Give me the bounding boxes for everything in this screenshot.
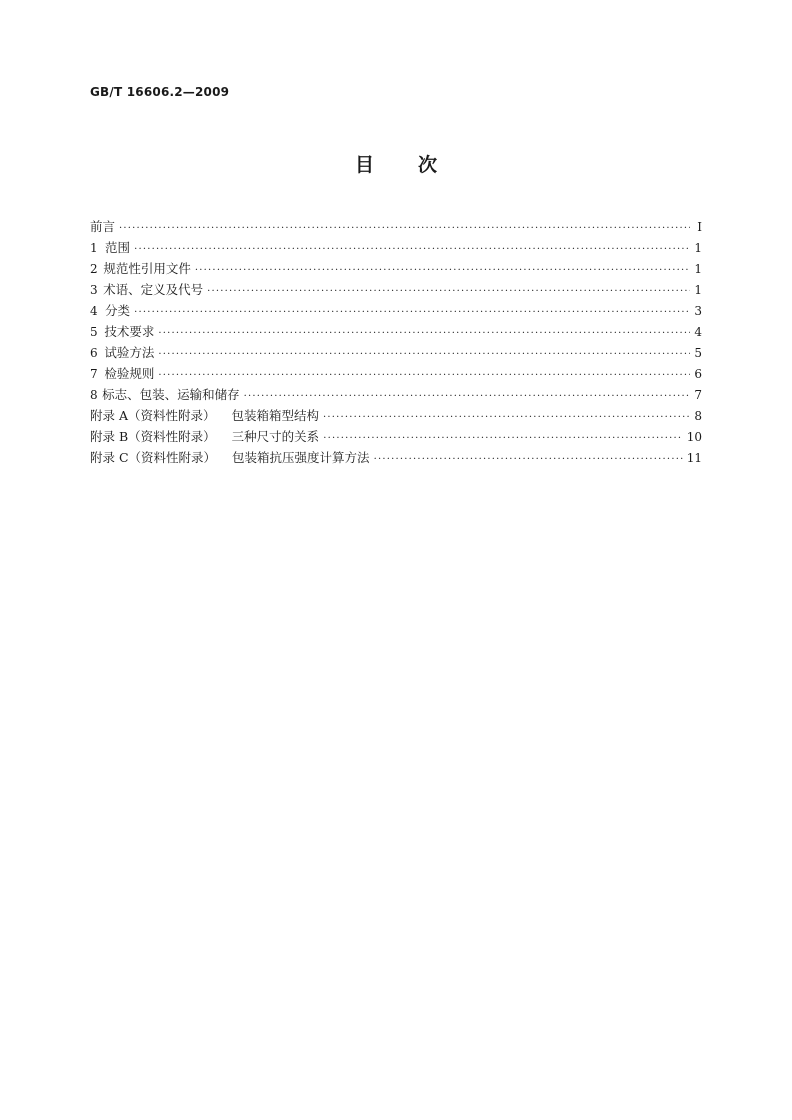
dot-leader xyxy=(134,302,690,323)
dot-leader xyxy=(119,218,690,239)
dot-leader xyxy=(244,386,690,407)
toc-entry-page: 6 xyxy=(694,367,702,381)
toc-entry-label: 试验方法 xyxy=(104,345,155,360)
appendix-prefix: 附录 B（资料性附录） xyxy=(90,429,216,444)
toc-entry-number: 3 xyxy=(90,283,98,297)
toc-entry-foreword[interactable] xyxy=(90,216,702,237)
toc-entry-6[interactable] xyxy=(90,342,702,363)
toc-entry-page: 10 xyxy=(686,430,702,444)
toc-entry-2[interactable] xyxy=(90,258,702,279)
toc-entry-number: 7 xyxy=(90,367,98,381)
toc-entry-appendix-a[interactable] xyxy=(90,405,702,426)
toc-entry-1[interactable] xyxy=(90,237,702,258)
toc-entry-page: 4 xyxy=(694,325,702,339)
appendix-prefix: 附录 C（资料性附录） xyxy=(90,450,217,465)
toc-entry-page: 5 xyxy=(694,346,702,360)
toc-entry-label: 规范性引用文件 xyxy=(103,261,191,276)
toc-entry-label: 术语、定义及代号 xyxy=(103,282,204,297)
appendix-prefix: 附录 A（资料性附录） xyxy=(90,408,216,423)
toc-entry-label: 标志、包装、运输和储存 xyxy=(102,387,240,402)
toc-entry-page: 3 xyxy=(694,304,702,318)
appendix-title: 包装箱抗压强度计算方法 xyxy=(232,450,370,465)
toc-entry-number: 6 xyxy=(90,346,98,360)
toc-entry-number: 4 xyxy=(90,304,98,318)
appendix-title: 包装箱箱型结构 xyxy=(231,408,320,423)
toc-entry-page: 1 xyxy=(694,241,702,255)
toc-entry-page: Ⅰ xyxy=(697,220,702,234)
toc-entry-page: 7 xyxy=(694,388,702,402)
toc-entry-label: 分类 xyxy=(105,303,131,318)
toc-entry-appendix-c[interactable] xyxy=(90,447,702,468)
dot-leader xyxy=(158,365,690,386)
toc-entry-page: 1 xyxy=(694,283,702,297)
toc-entry-3[interactable] xyxy=(90,279,702,300)
toc-entry-4[interactable] xyxy=(90,300,702,321)
toc-entry-number: 1 xyxy=(90,241,98,255)
appendix-title: 三种尺寸的关系 xyxy=(231,429,320,444)
toc-entry-8[interactable] xyxy=(90,384,702,405)
toc-entry-page: 1 xyxy=(694,262,702,276)
dot-leader xyxy=(158,344,690,365)
dot-leader xyxy=(323,428,683,449)
toc-entry-page: 11 xyxy=(686,451,702,465)
dot-leader xyxy=(323,407,690,428)
dot-leader xyxy=(374,449,683,470)
toc-entry-label: 技术要求 xyxy=(104,324,155,339)
toc-entry-page: 8 xyxy=(694,409,702,423)
toc-entry-appendix-b[interactable] xyxy=(90,426,702,447)
standard-code: GB/T 16606.2—2009 xyxy=(90,85,230,99)
toc-entry-label: 前言 xyxy=(90,219,116,234)
dot-leader xyxy=(134,239,690,260)
title-part-1: 目 xyxy=(354,154,374,176)
toc-entry-7[interactable] xyxy=(90,363,702,384)
page-title xyxy=(0,150,792,177)
toc-entry-5[interactable] xyxy=(90,321,702,342)
dot-leader xyxy=(195,260,690,281)
title-part-2: 次 xyxy=(418,154,438,176)
toc-entry-label: 范围 xyxy=(105,240,131,255)
dot-leader xyxy=(158,323,690,344)
toc-entry-label: 检验规则 xyxy=(104,366,155,381)
dot-leader xyxy=(207,281,690,302)
toc-entry-number: 2 xyxy=(90,262,98,276)
toc-entry-number: 5 xyxy=(90,325,98,339)
table-of-contents xyxy=(90,216,702,468)
toc-entry-number: 8 xyxy=(90,388,98,402)
